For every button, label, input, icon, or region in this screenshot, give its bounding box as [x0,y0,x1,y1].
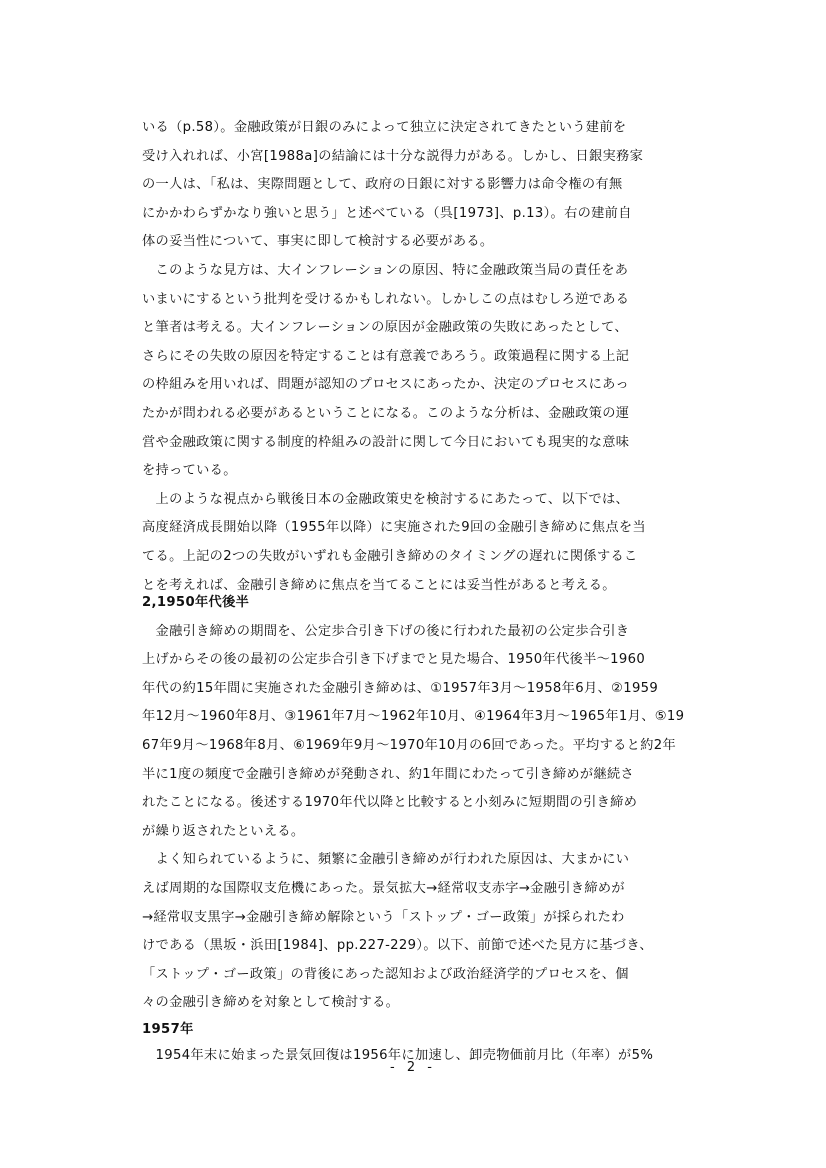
text-line: このような見方は、大インフレーションの原因、特に金融政策当局の責任をあ [142,262,629,278]
text-line: 営や金融政策に関する制度的枠組みの設計に関して今日においても現実的な意味 [142,434,630,450]
text-line: の一人は、「私は、実際問題として、政府の日銀に対する影響力は命令権の有無 [142,177,623,193]
text-line: 67年9月～1968年8月、⑥1969年9月～1970年10月の6回であった。平均すると約2年 [142,737,677,753]
text-line: いまいにするという批判を受けるかもしれない。しかしこの点はむしろ逆である [142,291,630,307]
text-line: 1954年末に始まった景気回復は1956年に加速し、卸売物価前月比（年率）が5% [142,1047,654,1063]
text-line: えば周期的な国際収支危機にあった。景気拡大→経常収支赤字→金融引き締めが [142,880,625,896]
page-number: - 2 - [390,1060,436,1075]
text-line: 体の妥当性について、事実に即して検討する必要がある。 [142,234,494,250]
text-line: 上のような視点から戦後日本の金融政策史を検討するにあたって、以下では、 [142,491,630,507]
text-line: とを考えれば、金融引き締めに焦点を当てることには妥当性があると考える。 [142,577,616,593]
text-line: 受け入れれば、小宮[1988a]の結論には十分な説得力がある。しかし、日銀実務家 [142,148,644,164]
text-line: 「ストップ・ゴー政策」の背後にあった認知および政治経済学的プロセスを、個 [142,966,629,982]
text-line: れたことになる。後述する1970年代以降と比較すると小刻みに短期間の引き締め [142,795,638,811]
text-line: が繰り返されたといえる。 [142,823,305,839]
text-line: いる（p.58）。金融政策が日銀のみによって独立に決定されてきたという建前を [142,120,627,135]
subsection-heading: 1957年 [142,1021,194,1037]
text-line: を持っている。 [142,463,237,479]
text-line: けである（黒坂・浜田[1984]、pp.227-229）。以下、前節で述べた見方に基づき、 [142,938,653,954]
text-line: さらにその失敗の原因を特定することは有意義であろう。政策過程に関する上記 [142,348,630,364]
text-line: の枠組みを用いれば、問題が認知のプロセスにあったか、決定のプロセスにあっ [142,377,630,393]
text-line: 半に1度の頻度で金融引き締めが発動され、約1年間にわたって引き締めが継続さ [142,766,635,782]
text-line: 年代の約15年間に実施された金融引き締めは、①1957年3月～1958年6月、②1959 [142,680,659,696]
text-line: と筆者は考える。大インフレーションの原因が金融政策の失敗にあったとして、 [142,320,628,336]
text-line: 金融引き締めの期間を、公定歩合引き下げの後に行われた最初の公定歩合引き [142,623,630,639]
section-heading: 2,1950年代後半 [142,595,250,610]
text-line: 年12月～1960年8月、③1961年7月～1962年10月、④1964年3月～1965年1月、⑤19 [142,709,685,725]
text-line: たかが問われる必要があるということになる。このような分析は、金融政策の運 [142,405,630,421]
text-line: 高度経済成長開始以降（1955年以降）に実施された9回の金融引き締めに焦点を当 [142,520,646,536]
text-line: よく知られているように、頻繁に金融引き締めが行われた原因は、大まかにい [142,852,630,868]
text-line: てる。上記の2つの失敗がいずれも金融引き締めのタイミングの遅れに関係するこ [142,548,638,564]
section-2 [142,589,702,1071]
text-line: にかかわらずかなり強いと思う」と述べている（呉[1973]、p.13）。右の建前自 [142,205,632,221]
body-text [142,114,702,600]
text-line: 上げからその後の最初の公定歩合引き下げまでと見た場合、1950年代後半～1960 [142,652,646,668]
text-line: →経常収支黒字→金融引き締め解除という「ストップ・ゴー政策」が採られたわ [142,909,625,925]
text-line: 々の金融引き締めを対象として検討する。 [142,995,400,1011]
